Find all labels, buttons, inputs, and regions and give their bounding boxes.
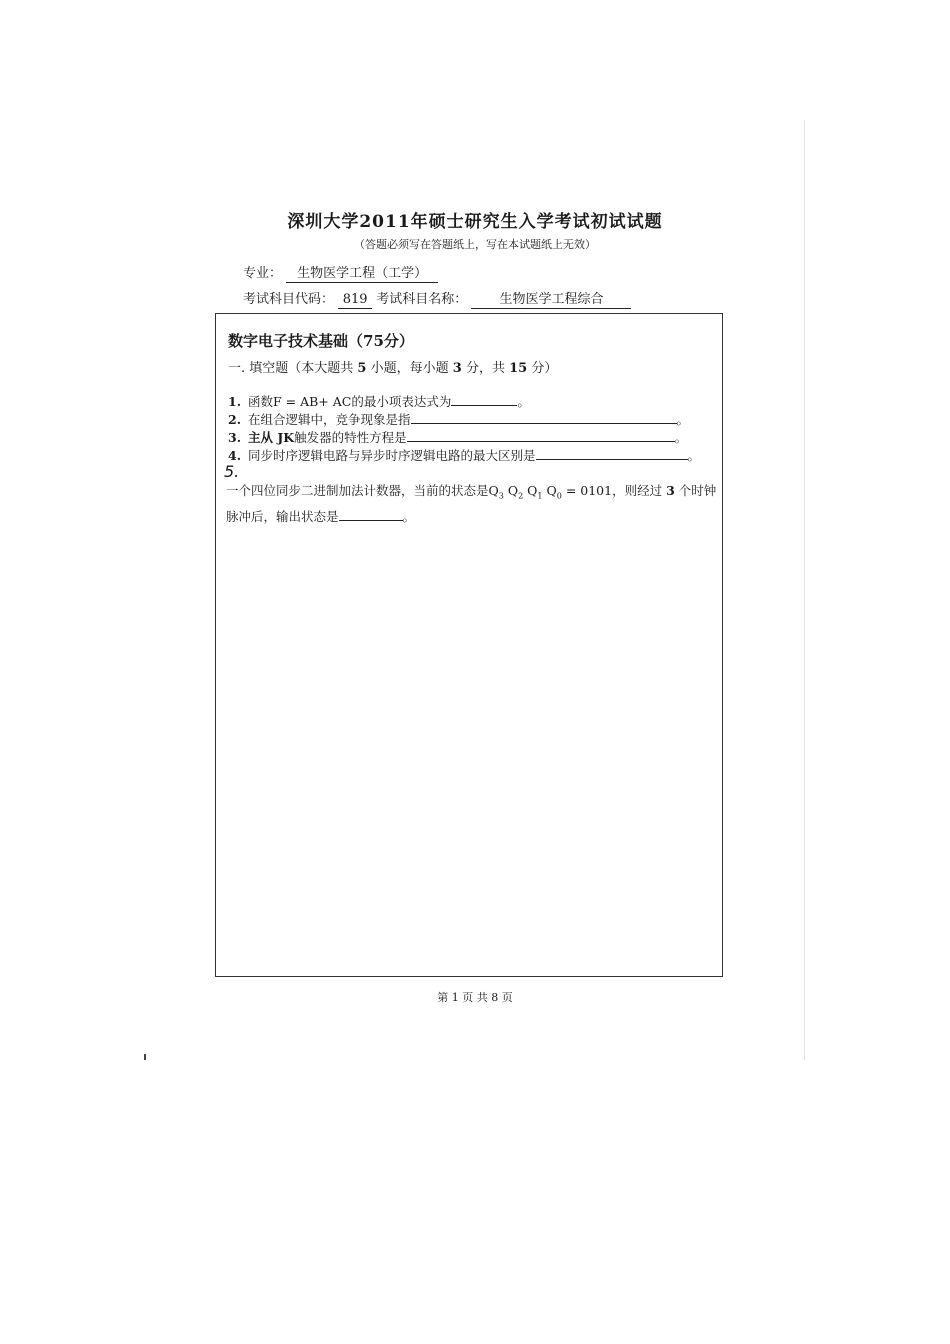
q5-text-a: 一个四位同步二进制加法计数器，当前的状态是: [226, 483, 489, 498]
question-5-line-1: [226, 481, 716, 501]
question-text: 函数F = AB+ AC的最小项表达式为: [247, 394, 452, 409]
question-number: 1.: [228, 394, 242, 409]
major-line: [243, 262, 438, 283]
subject-code-label: 考试科目代码：: [243, 292, 335, 307]
question-number: 2.: [228, 412, 242, 427]
question-text: 同步时序逻辑电路与异步时序逻辑电路的最大区别是: [247, 448, 536, 463]
clock-count: 3: [666, 483, 675, 498]
q5-text-b: 个时钟: [678, 483, 717, 498]
major-label: 专业：: [243, 266, 283, 281]
question-number: 3.: [228, 430, 242, 445]
question-end: 。: [674, 430, 688, 445]
answer-blank: [407, 429, 675, 442]
subject-name-value: 生物医学工程综合: [471, 292, 631, 309]
question-bold-text: 主从 JK: [247, 430, 295, 445]
answer-blank: [536, 447, 688, 460]
subject-code-value: 819: [338, 292, 372, 309]
part-count: 5: [357, 361, 367, 376]
subject-name-label: 考试科目名称：: [376, 292, 468, 307]
exam-title: 深圳大学2011年硕士研究生入学考试初试试题: [287, 212, 663, 232]
answer-blank: [451, 393, 517, 406]
part-total: 15: [509, 361, 528, 376]
part-mid2: 分，共: [465, 361, 505, 376]
answer-blank: [339, 508, 403, 521]
scan-edge-line: [804, 120, 805, 1060]
state-expression: $Q_3$ $Q_2$ $Q_1$ $Q_0$: [488, 483, 562, 501]
part-suffix: 分）: [531, 361, 558, 376]
question-5-number: 5.: [224, 462, 240, 481]
page-footer: 第 1 页 共 8 页: [437, 991, 513, 1004]
section-title: 数字电子技术基础（75分）: [228, 332, 414, 350]
part-each: 3: [452, 361, 462, 376]
question-1: [228, 392, 530, 410]
question-end: 。: [402, 509, 416, 524]
part-prefix: 一. 填空题（本大题共: [228, 361, 354, 376]
question-end: 。: [676, 412, 690, 427]
answer-blank: [411, 411, 677, 424]
question-text: 在组合逻辑中，竞争现象是指: [247, 412, 411, 427]
question-5-line-2: [226, 507, 415, 525]
question-text: 触发器的特性方程是: [294, 430, 407, 445]
question-number: 4.: [228, 448, 242, 463]
question-end: 。: [517, 394, 530, 409]
scan-speck: [144, 1054, 146, 1060]
question-2: [228, 410, 689, 428]
question-3: [228, 428, 687, 446]
part-mid1: 小题，每小题: [370, 361, 449, 376]
question-4: [228, 446, 700, 464]
exam-subtitle: （答题必须写在答题纸上，写在本试题纸上无效）: [354, 238, 596, 251]
q5-text-c: 脉冲后，输出状态是: [226, 509, 339, 524]
subject-line: [243, 288, 631, 309]
part-heading: [228, 357, 557, 376]
question-end: 。: [687, 448, 701, 463]
state-value: = 0101，则经过: [565, 483, 663, 498]
major-value: 生物医学工程（工学）: [286, 266, 438, 283]
